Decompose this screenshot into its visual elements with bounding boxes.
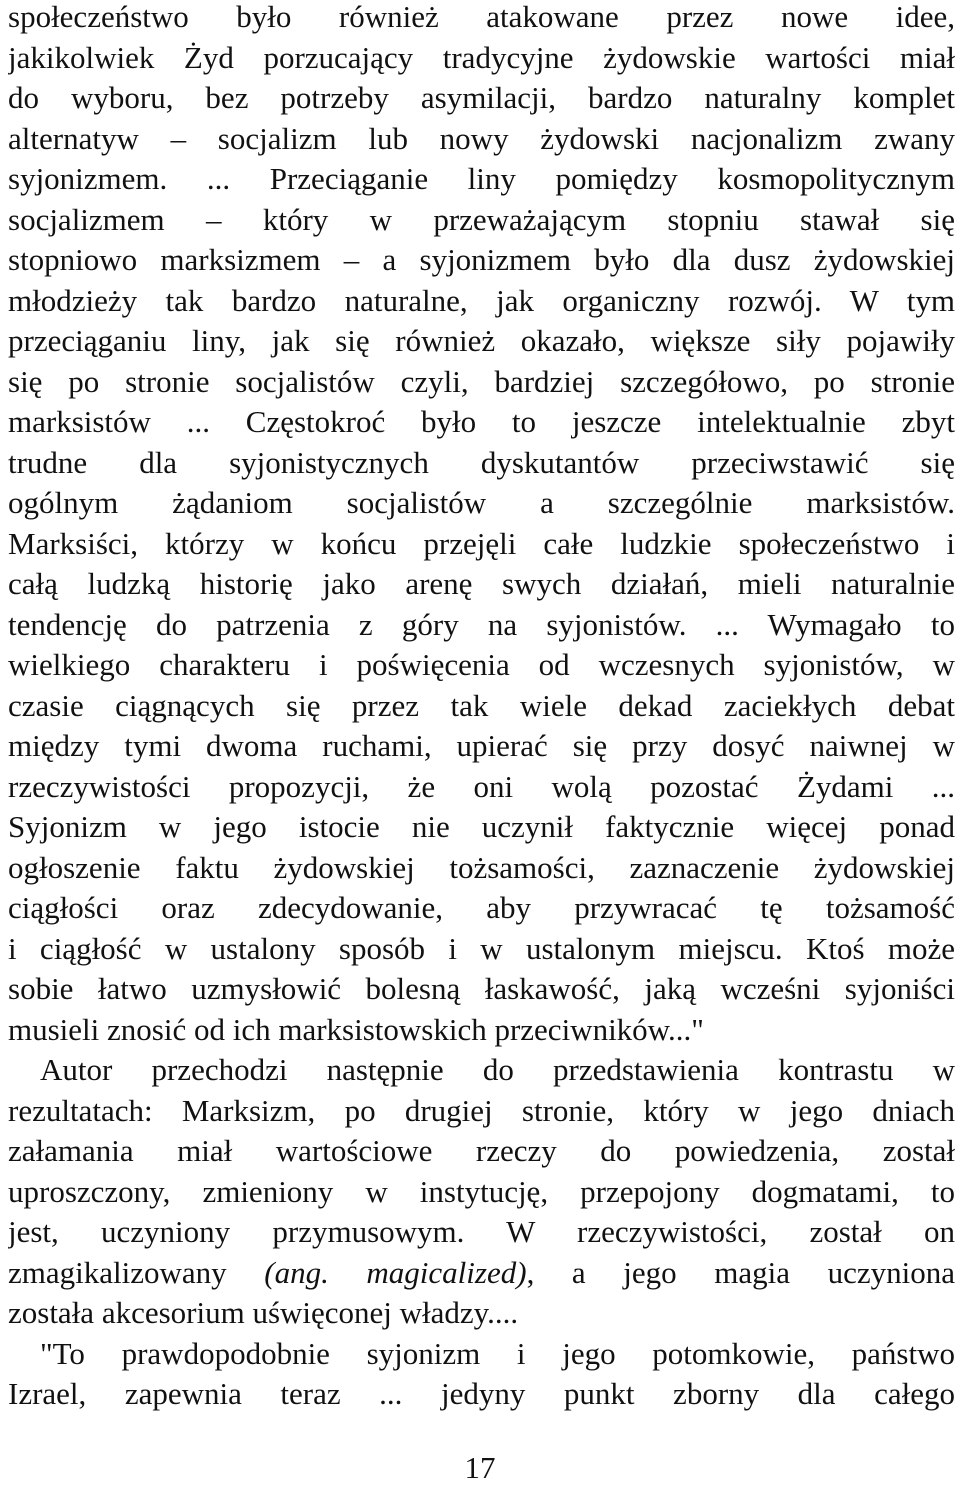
text-line: młodzieży tak bardzo naturalne, jak organiczny rozwój. W tym xyxy=(8,282,955,318)
page-number: 17 xyxy=(464,1450,496,1485)
text-line: ciągłości oraz zdecydowanie, aby przywracać tę tożsamość xyxy=(8,890,955,925)
text-line: uproszczony, zmieniony w instytucję, przepojony dogmatami, to xyxy=(8,1173,955,1209)
text-line: się po stronie socjalistów czyli, bardziej szczegółowo, po stronie xyxy=(8,363,955,399)
text-line: sobie łatwo uzmysłowić bolesną łaskawość, jaką wcześni syjoniści xyxy=(8,971,955,1006)
text-line: tendencję do patrzenia z góry na syjonistów. ... Wymagało to xyxy=(8,606,955,642)
text-line: czasie ciągnących się przez tak wiele dekad zaciekłych debat xyxy=(8,687,955,723)
text-line: do wyboru, bez potrzeby asymilacji, bardzo naturalny komplet xyxy=(8,80,955,115)
text-line: Autor przechodzi następnie do przedstawienia kontrastu w xyxy=(40,1052,955,1087)
text-line: załamania miał wartościowe rzeczy do powiedzenia, został xyxy=(8,1133,955,1168)
text-line: jest, uczyniony przymusowym. W rzeczywistości, został on xyxy=(8,1214,955,1249)
body-text xyxy=(8,0,955,1415)
text-line: Marksiści, którzy w końcu przejęli całe ludzkie społeczeństwo i xyxy=(8,525,955,561)
text-line: całą ludzką historię jako arenę swych działań, mieli naturalnie xyxy=(8,566,955,601)
text-line: alternatyw – socjalizm lub nowy żydowski nacjonalizm zwany xyxy=(8,120,955,156)
text-line: socjalizmem – który w przeważającym stopniu stawał się xyxy=(8,201,955,237)
text-line: trudne dla syjonistycznych dyskutantów przeciwstawić się xyxy=(8,444,955,480)
italic-term: (ang. magicalized) xyxy=(264,1254,527,1290)
text-line: syjonizmem. ... Przeciąganie liny pomiędzy kosmopolitycznym xyxy=(8,161,955,196)
text-line: społeczeństwo było również atakowane przez nowe idee, xyxy=(8,0,955,34)
text-line: została akcesorium uświęconej władzy.... xyxy=(8,1295,519,1330)
text-line: zmagikalizowany (ang. magicalized), a jego magia uczyniona xyxy=(8,1254,955,1290)
text-line: Syjonizm w jego istocie nie uczynił faktycznie więcej ponad xyxy=(8,809,955,844)
text-line: ogłoszenie faktu żydowskiej tożsamości, zaznaczenie żydowskiej xyxy=(8,849,955,885)
text-line: marksistów ... Częstokroć było to jeszcze intelektualnie zbyt xyxy=(8,404,955,439)
text-line: rzeczywistości propozycji, że oni wolą pozostać Żydami ... xyxy=(8,768,955,804)
text-line: przeciąganiu liny, jak się również okazało, większe siły pojawiły xyxy=(8,323,955,358)
text-line: i ciągłość w ustalony sposób i w ustalonym miejscu. Ktoś może xyxy=(8,930,955,966)
text-line: stopniowo marksizmem – a syjonizmem było dla dusz żydowskiej xyxy=(8,242,955,277)
text-line: musieli znosić od ich marksistowskich przeciwników..." xyxy=(8,1011,704,1047)
text-line: między tymi dwoma ruchami, upierać się przy dosyć naiwnej w xyxy=(8,728,955,763)
text-line: jakikolwiek Żyd porzucający tradycyjne żydowskie wartości miał xyxy=(8,39,955,75)
text-line: ogólnym żądaniom socjalistów a szczególnie marksistów. xyxy=(8,485,955,520)
text-line: "To prawdopodobnie syjonizm i jego potomkowie, państwo xyxy=(40,1335,955,1371)
text-line: Izrael, zapewnia teraz ... jedyny punkt zborny dla całego xyxy=(8,1376,955,1411)
text-line: rezultatach: Marksizm, po drugiej stronie, który w jego dniach xyxy=(8,1092,955,1128)
text-line: wielkiego charakteru i poświęcenia od wczesnych syjonistów, w xyxy=(8,647,955,682)
